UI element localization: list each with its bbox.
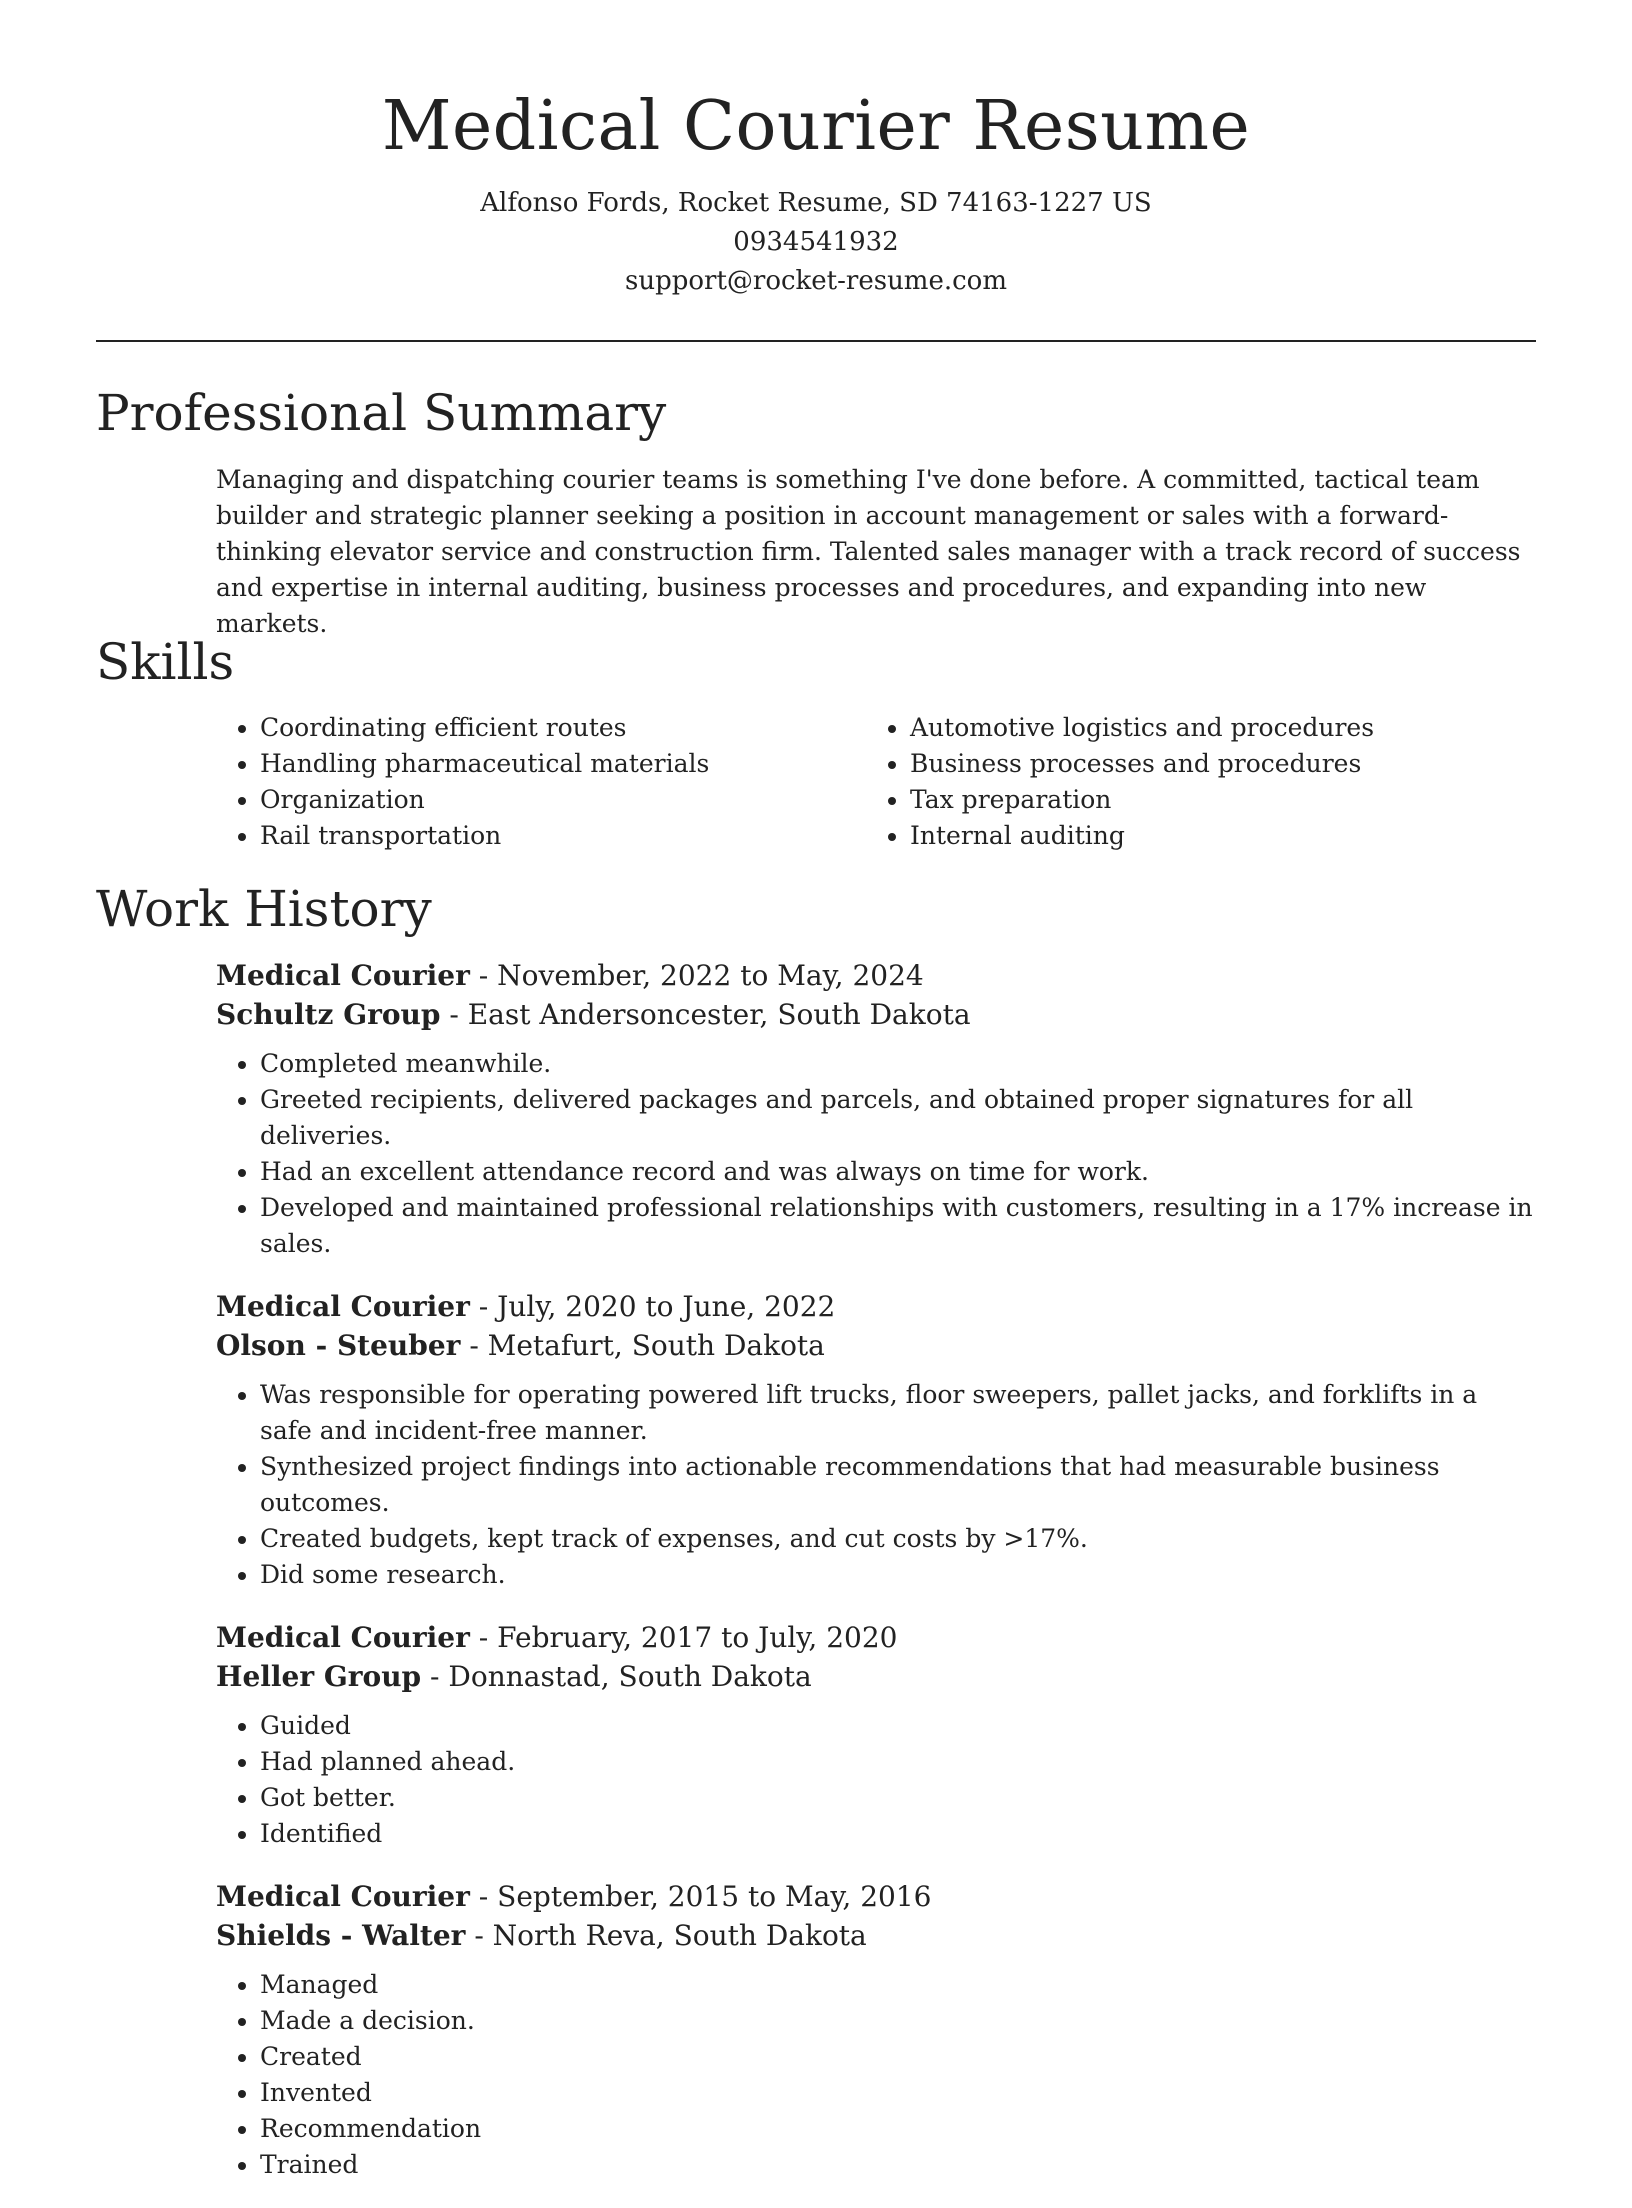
skill-item: • Rail transportation xyxy=(260,818,866,854)
job-location: - Donnastad, South Dakota xyxy=(421,1660,812,1693)
job-company: Shields - Walter xyxy=(216,1919,466,1952)
job-title-line xyxy=(216,1618,1536,1657)
job-entry xyxy=(216,1618,1536,1852)
job-title: Medical Courier xyxy=(216,1290,470,1323)
work-history-list xyxy=(216,956,1536,2208)
job-company-line xyxy=(216,995,1536,1034)
job-company-line xyxy=(216,1326,1536,1365)
job-company-line xyxy=(216,1657,1536,1696)
job-title-line xyxy=(216,1877,1536,1916)
job-bullets xyxy=(216,1967,1536,2183)
job-bullet: • Greeted recipients, delivered packages and parcels, and obtained proper signatures for all deliveries. xyxy=(260,1082,1536,1154)
job-location: - Metafurt, South Dakota xyxy=(460,1329,825,1362)
job-dates: - July, 2020 to June, 2022 xyxy=(469,1290,836,1323)
job-bullet: • Recommendation xyxy=(260,2111,1536,2147)
job-bullet: • Synthesized project findings into actionable recommendations that had measurable business outcomes. xyxy=(260,1449,1536,1521)
job-bullet: • Completed meanwhile. xyxy=(260,1046,1536,1082)
contact-email: support@rocket-resume.com xyxy=(624,266,1007,296)
section-title-summary: Professional Summary xyxy=(96,384,667,442)
job-title: Medical Courier xyxy=(216,1880,470,1913)
job-company: Schultz Group xyxy=(216,998,441,1031)
contact-phone: 0934541932 xyxy=(733,227,899,257)
section-title-skills: Skills xyxy=(96,633,235,691)
skill-item: • Internal auditing xyxy=(910,818,1516,854)
job-bullet: • Managed xyxy=(260,1967,1536,2003)
contact-block xyxy=(96,184,1536,301)
skills-column-left xyxy=(216,710,866,854)
job-bullet: • Had an excellent attendance record and was always on time for work. xyxy=(260,1154,1536,1190)
job-bullet: • Got better. xyxy=(260,1780,1536,1816)
job-location: - East Andersoncester, South Dakota xyxy=(440,998,971,1031)
section-title-work-history: Work History xyxy=(96,880,432,938)
skills-column-right xyxy=(866,710,1516,854)
resume-title: Medical Courier Resume xyxy=(381,87,1251,166)
header-divider xyxy=(96,340,1536,342)
job-entry xyxy=(216,1287,1536,1593)
job-bullet: • Made a decision. xyxy=(260,2003,1536,2039)
contact-address: Alfonso Fords, Rocket Resume, SD 74163-1227 US xyxy=(480,188,1152,218)
skill-item: • Handling pharmaceutical materials xyxy=(260,746,866,782)
skill-item: • Business processes and procedures xyxy=(910,746,1516,782)
skill-item: • Automotive logistics and procedures xyxy=(910,710,1516,746)
job-dates: - November, 2022 to May, 2024 xyxy=(469,959,924,992)
skills-list xyxy=(216,710,1536,854)
job-entry xyxy=(216,1877,1536,2183)
job-bullet: • Had planned ahead. xyxy=(260,1744,1536,1780)
job-bullets xyxy=(216,1377,1536,1593)
job-bullet: • Created budgets, kept track of expenses, and cut costs by >17%. xyxy=(260,1521,1536,1557)
job-bullet: • Invented xyxy=(260,2075,1536,2111)
job-title: Medical Courier xyxy=(216,1621,470,1654)
job-company: Heller Group xyxy=(216,1660,422,1693)
job-bullets xyxy=(216,1046,1536,1262)
summary-text: Managing and dispatching courier teams is something I've done before. A committed, tactical team builder and strategic planner seeking a position in account management or sales with a forward-thinking elevator service and construction firm. Talented sales manager with a track record of success and expertise in internal auditing, business processes and procedures, and expanding into new markets. xyxy=(216,465,1521,638)
skill-item: • Tax preparation xyxy=(910,782,1516,818)
job-title-line xyxy=(216,956,1536,995)
job-bullet: • Was responsible for operating powered lift trucks, floor sweepers, pallet jacks, and forklifts in a safe and incident-free manner. xyxy=(260,1377,1536,1449)
job-bullet: • Did some research. xyxy=(260,1557,1536,1593)
skill-item: • Coordinating efficient routes xyxy=(260,710,866,746)
job-bullet: • Guided xyxy=(260,1708,1536,1744)
job-company-line xyxy=(216,1916,1536,1955)
job-dates: - September, 2015 to May, 2016 xyxy=(469,1880,932,1913)
job-title: Medical Courier xyxy=(216,959,470,992)
job-bullet: • Identified xyxy=(260,1816,1536,1852)
job-dates: - February, 2017 to July, 2020 xyxy=(469,1621,898,1654)
job-entry xyxy=(216,956,1536,1262)
job-bullet: • Developed and maintained professional relationships with customers, resulting in a 17% increase in sales. xyxy=(260,1190,1536,1262)
job-bullet: • Trained xyxy=(260,2147,1536,2183)
job-bullets xyxy=(216,1708,1536,1852)
skill-item: • Organization xyxy=(260,782,866,818)
job-company: Olson - Steuber xyxy=(216,1329,461,1362)
job-location: - North Reva, South Dakota xyxy=(465,1919,867,1952)
resume-header xyxy=(96,82,1536,301)
job-title-line xyxy=(216,1287,1536,1326)
job-bullet: • Created xyxy=(260,2039,1536,2075)
